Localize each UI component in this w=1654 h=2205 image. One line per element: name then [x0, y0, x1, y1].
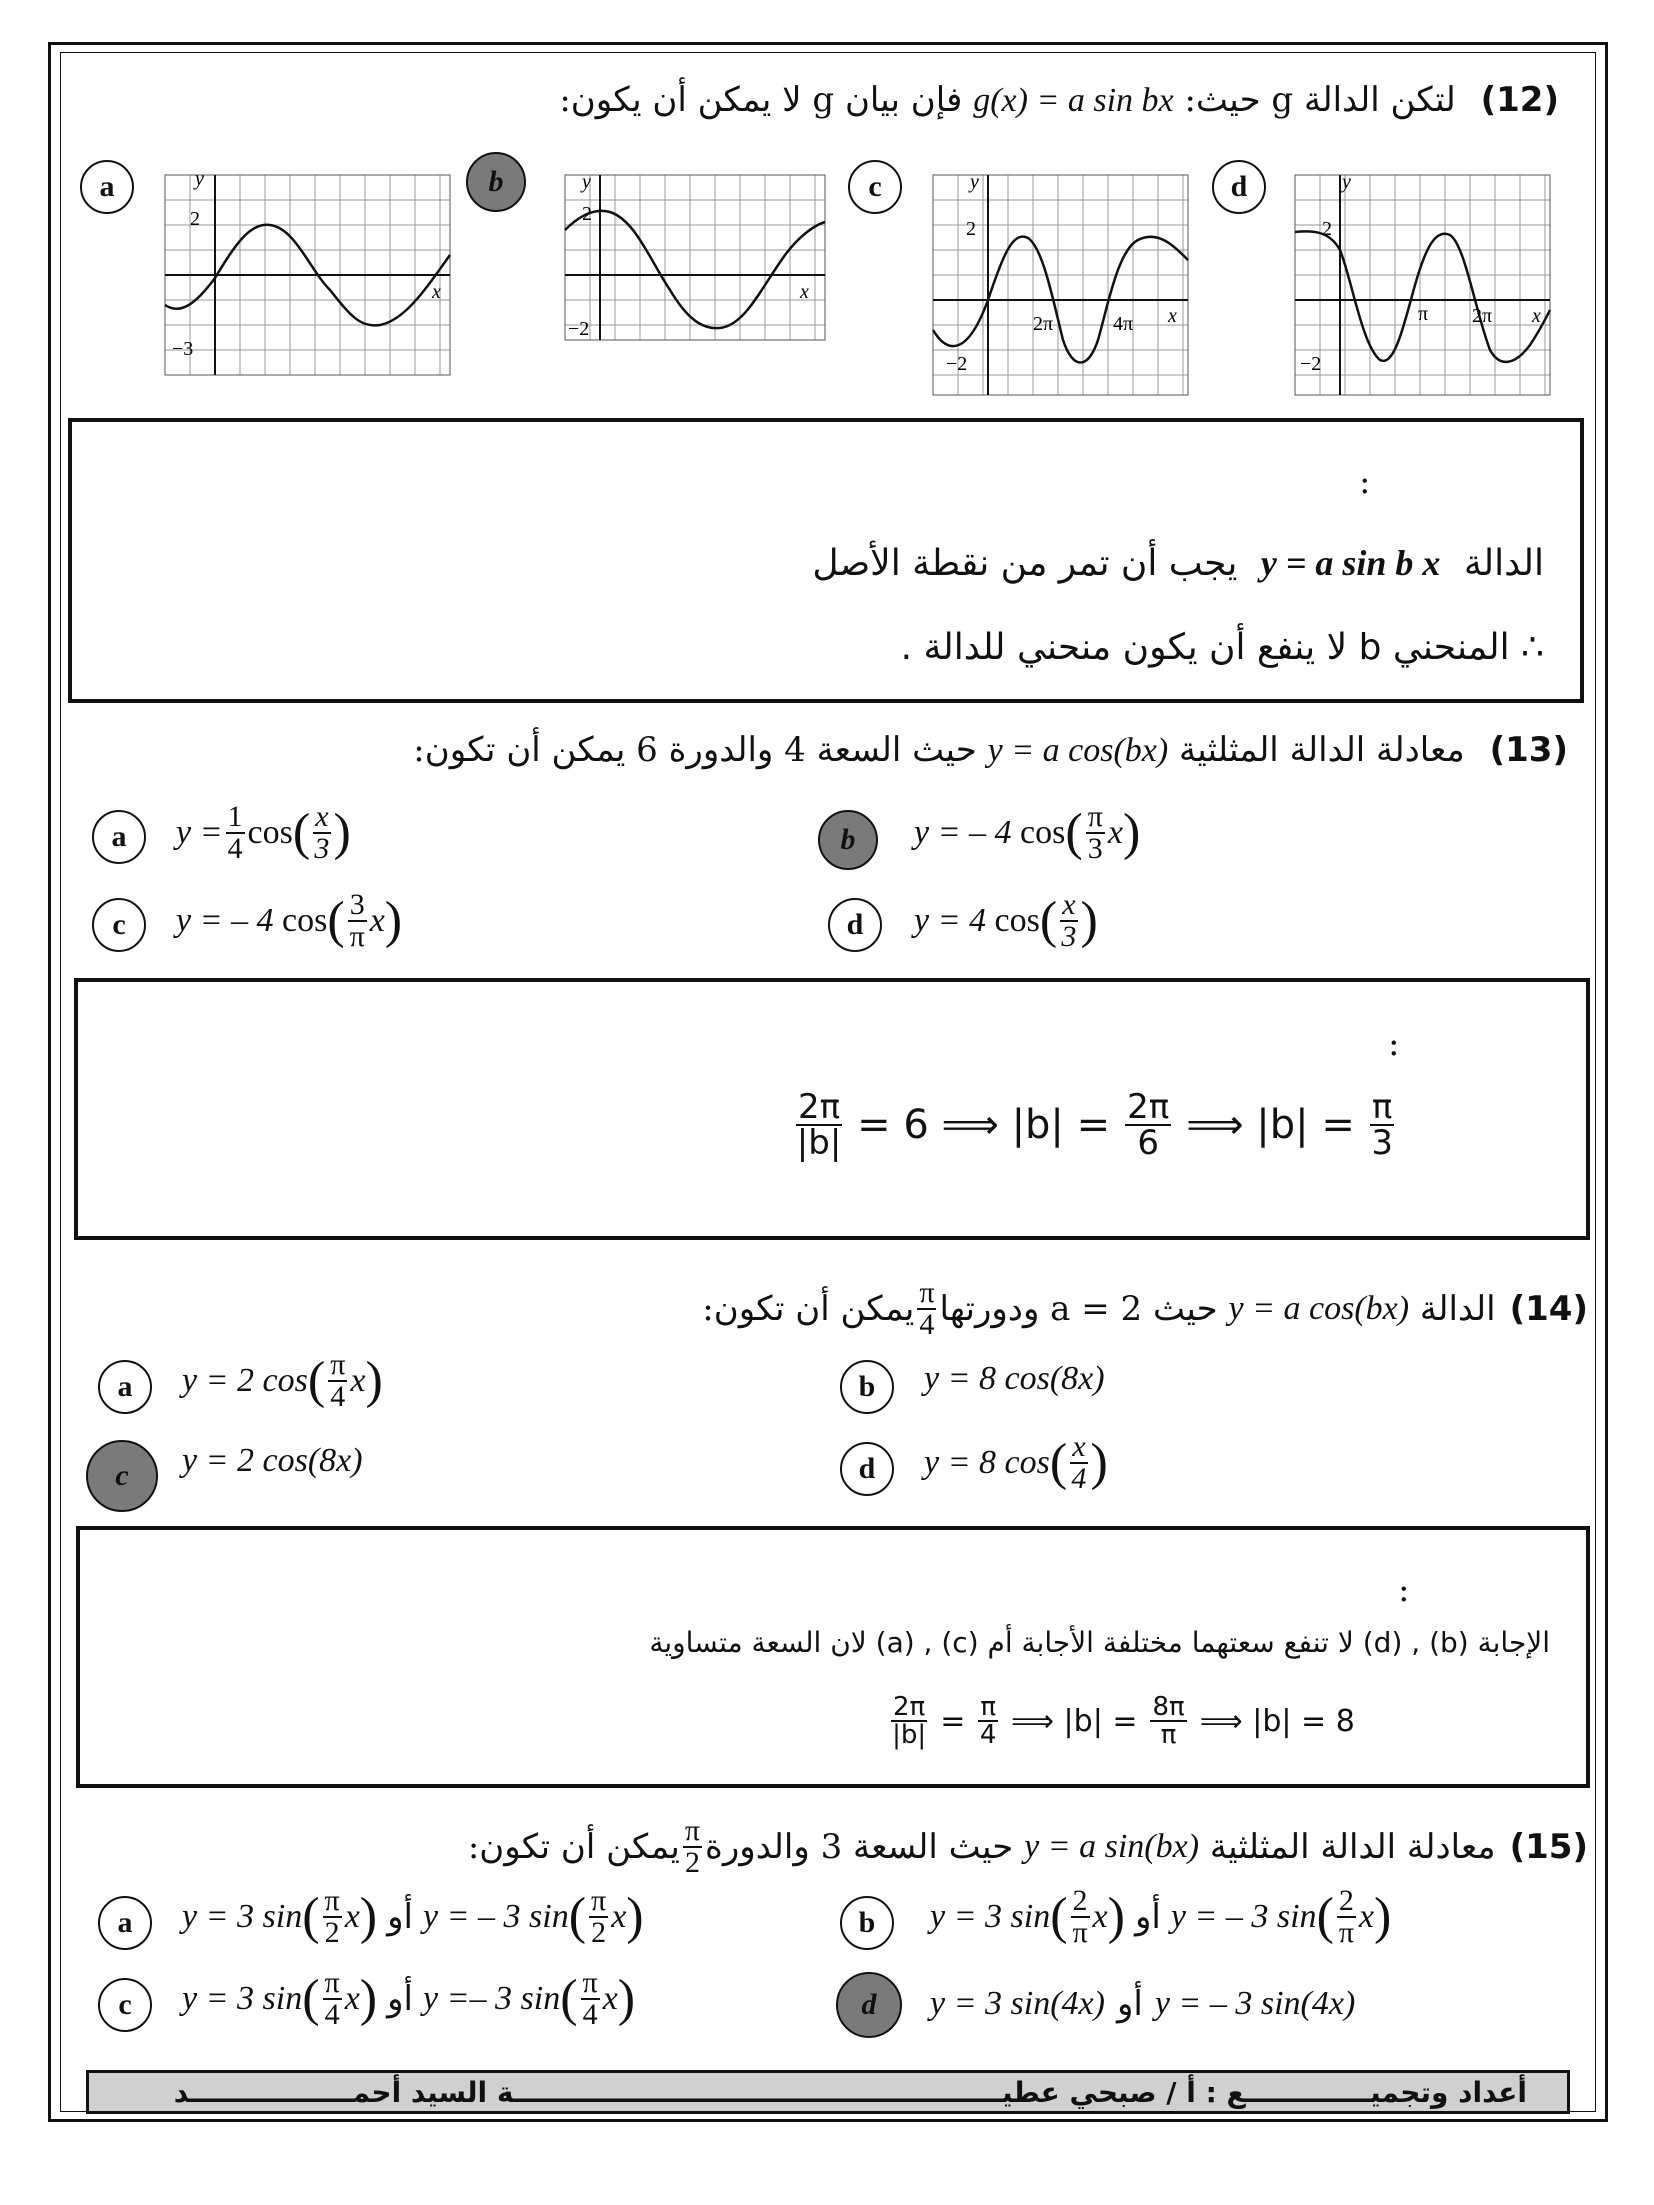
fraction — [1071, 1886, 1090, 1948]
frac-num: 2 — [1072, 1884, 1088, 1917]
expr-text: y = 8 cos(8x) — [924, 1360, 1105, 1397]
footer-credit — [86, 2070, 1570, 2114]
y-tick-label: −2 — [1300, 353, 1322, 375]
solution-colon: : — [1398, 1570, 1410, 1610]
fraction — [323, 1886, 342, 1948]
frac-num: 8π — [1152, 1692, 1185, 1722]
graph-option-a — [160, 170, 455, 380]
frac-den: |b| — [892, 1720, 927, 1750]
y-tick-label: −2 — [568, 318, 590, 340]
fraction — [683, 1816, 702, 1878]
fraction — [1070, 1432, 1087, 1494]
frac-den: 4 — [979, 1720, 997, 1750]
option-d-circle[interactable]: d — [828, 898, 882, 952]
solution-line-2: ∴ المنحني b لا ينفع أن يكون منحني للدالة . — [900, 627, 1544, 668]
x-axis-label: x — [800, 281, 809, 303]
y-tick-label: 2 — [582, 203, 592, 225]
equation-part: = — [940, 1703, 966, 1739]
fraction — [328, 1350, 347, 1412]
x-tick-label: 2π — [1472, 305, 1493, 327]
or-word: أو — [1134, 1897, 1161, 1937]
fraction — [978, 1694, 998, 1748]
question-13 — [413, 730, 1568, 770]
question-14 — [702, 1278, 1588, 1340]
fraction — [1337, 1886, 1356, 1948]
option-a-circle[interactable]: a — [92, 810, 146, 864]
x-axis-label: x — [1168, 305, 1177, 327]
frac-den: π — [1160, 1720, 1177, 1750]
question-text: حيث السعة 4 والدورة 6 يمكن أن تكون: — [413, 730, 977, 770]
frac-den: 4 — [582, 1998, 598, 2031]
frac-den: 4 — [227, 832, 243, 865]
question-number: (15) — [1509, 1827, 1588, 1867]
x-tick-label: π — [1418, 303, 1429, 325]
expr-text: y = – 3 sin — [423, 1898, 569, 1935]
frac-num: x — [1062, 888, 1076, 921]
frac-den: 4 — [330, 1380, 346, 1413]
frac-num: x — [1072, 1430, 1086, 1463]
fraction — [313, 802, 330, 864]
equation-part: ⟹ |b| = — [1186, 1102, 1355, 1148]
frac-num: π — [1087, 800, 1103, 833]
option-c-circle[interactable]: c — [848, 160, 902, 214]
equation-part: ⟹ |b| = 8 — [1199, 1703, 1355, 1739]
option-a-expression: y = $\frac{1}{4}$ cos ( $\frac{x}{3}$ ) — [176, 800, 351, 865]
x-tick-label: 2π — [1033, 313, 1054, 335]
frac-num: 2π — [798, 1087, 841, 1127]
frac-den: 4 — [1071, 1462, 1087, 1495]
question-number: (12) — [1480, 80, 1559, 120]
or-word: أو — [1116, 1984, 1143, 2024]
y-axis-label: y — [195, 170, 204, 190]
frac-den: |b| — [796, 1123, 842, 1163]
frac-num: 2π — [1127, 1087, 1170, 1127]
frac-num: x — [315, 800, 329, 833]
frac-num: π — [684, 1814, 701, 1847]
frac-den: 3 — [1087, 832, 1103, 865]
option-c-expression — [182, 1442, 363, 1480]
question-text: يمكن أن تكون: — [702, 1289, 915, 1329]
option-c-circle-selected[interactable]: c — [86, 1440, 158, 1512]
fraction — [891, 1694, 927, 1748]
question-formula: y = a sin(bx) — [1024, 1828, 1200, 1865]
option-c-expression: y = 3 sin ( $\frac{\pi}{4}$ x ) أو y =– 3 sin ( $\frac{\pi}{4}$ x ) — [182, 1966, 636, 2031]
fraction — [323, 1968, 342, 2030]
or-word: أو — [387, 1979, 413, 2019]
expr-text: y =– 3 sin — [423, 1980, 561, 2017]
expr-fn: cos — [994, 902, 1040, 939]
frac-num: π — [919, 1276, 935, 1309]
expr-text: y = 2 cos(8x) — [182, 1442, 363, 1479]
solution-text: يجب أن تمر من نقطة الأصل — [812, 543, 1238, 584]
fraction — [917, 1278, 936, 1340]
y-tick-label: −2 — [946, 353, 968, 375]
expr-lhs: y = — [176, 814, 223, 851]
option-a-expression: y = 2 cos ( $\frac{\pi}{4}$ x ) — [182, 1348, 383, 1413]
frac-num: π — [582, 1966, 598, 1999]
solution-box-13 — [74, 978, 1590, 1240]
solution-equation — [793, 1087, 1397, 1163]
expr-fn: cos — [282, 902, 328, 939]
question-text: يمكن أن تكون: — [467, 1827, 680, 1867]
fraction — [1125, 1087, 1171, 1163]
expr-text: y = – 3 sin(4x) — [1154, 1985, 1356, 2022]
question-12 — [559, 80, 1559, 120]
fraction — [1060, 890, 1077, 952]
fraction — [581, 1968, 600, 2030]
frac-num: 2 — [1338, 1884, 1354, 1917]
option-d-circle[interactable]: d — [840, 1442, 894, 1496]
frac-den: π — [1338, 1916, 1354, 1949]
expr-lhs: y = – 4 — [914, 814, 1012, 851]
question-text: فإن بيان g لا يمكن أن يكون: — [559, 80, 963, 120]
question-text: الدالة — [1419, 1289, 1496, 1329]
frac-num: 1 — [227, 800, 243, 833]
fraction — [1086, 802, 1105, 864]
question-15 — [468, 1816, 1588, 1878]
frac-den: 3 — [1061, 920, 1077, 953]
option-b-circle-selected[interactable]: b — [818, 810, 878, 870]
graph-option-c — [928, 170, 1193, 400]
frac-den: 4 — [324, 1998, 340, 2031]
frac-num: π — [1371, 1087, 1393, 1127]
option-a-circle[interactable]: a — [80, 160, 134, 214]
option-c-circle[interactable]: c — [98, 1978, 152, 2032]
option-a-expression: y = 3 sin ( $\frac{\pi}{2}$ x ) أو y = – 3 sin ( $\frac{\pi}{2}$ x ) — [182, 1884, 644, 1949]
expr-fn: cos — [247, 814, 293, 851]
solution-line-1: الإجابة (b) , (d) لا تنفع سعتهما مختلفة الأجابة أم (c) , (a) لان السعة متساوية — [649, 1626, 1550, 1659]
footer-text: أعداد وتجميـــــــــــــع : أ / صبحي عطيـــــــــــــــــــــــــــــــــــــــــــــــــــة السيد أحمـــــــــــــــــد — [173, 2075, 1527, 2109]
y-tick-label: 2 — [966, 218, 976, 240]
x-axis-label: x — [432, 281, 441, 303]
expr-text: y = – 3 sin — [1170, 1898, 1317, 1935]
y-axis-label: y — [582, 171, 591, 193]
y-axis-label: y — [1342, 171, 1351, 193]
option-d-circle-selected[interactable]: d — [836, 1972, 902, 2038]
frac-num: 2π — [893, 1692, 926, 1722]
question-text: معادلة الدالة المثلثية — [1209, 1827, 1496, 1867]
option-d-expression: y = 8 cos ( $\frac{x}{4}$ ) — [924, 1430, 1108, 1495]
question-text: حيث a = 2 ودورتها — [939, 1289, 1218, 1329]
fraction — [796, 1087, 842, 1163]
y-tick-label: 2 — [1322, 218, 1332, 240]
expr-text: y = 3 sin — [182, 1898, 303, 1935]
option-d-expression: y = 4 cos ( $\frac{x}{3}$ ) — [914, 888, 1098, 953]
option-d-circle[interactable]: d — [1212, 160, 1266, 214]
option-b-circle[interactable]: b — [840, 1896, 894, 1950]
frac-den: 6 — [1137, 1123, 1160, 1163]
frac-den: 3 — [314, 832, 330, 865]
equation-part: ⟹ |b| = — [1011, 1703, 1138, 1739]
frac-den: 2 — [684, 1846, 700, 1879]
graph-option-b — [560, 170, 830, 345]
solution-box-14 — [76, 1526, 1590, 1788]
option-b-circle-selected[interactable]: b — [466, 152, 526, 212]
fraction — [226, 802, 245, 864]
fraction — [348, 890, 367, 952]
frac-den: 3 — [1371, 1123, 1393, 1163]
solution-box-12 — [68, 418, 1584, 703]
solution-colon: : — [1359, 462, 1371, 502]
solution-line-1 — [812, 542, 1544, 584]
frac-den: π — [1072, 1916, 1088, 1949]
fraction — [589, 1886, 608, 1948]
option-d-expression — [930, 1984, 1355, 2024]
solution-text: الدالة — [1463, 543, 1544, 584]
frac-den: π — [349, 920, 365, 953]
frac-num: π — [330, 1348, 346, 1381]
solution-equation — [888, 1694, 1355, 1748]
expr-lhs: y = – 4 — [176, 902, 274, 939]
fraction — [1370, 1087, 1394, 1163]
expr-text: y = 3 sin(4x) — [930, 1985, 1105, 2022]
x-axis-label: x — [1532, 305, 1541, 327]
question-number: (14) — [1509, 1289, 1588, 1329]
question-text: لتكن الدالة g حيث: — [1184, 80, 1456, 120]
expr-tail: x — [1107, 814, 1123, 851]
frac-den: 2 — [591, 1916, 607, 1949]
frac-num: π — [324, 1966, 340, 1999]
y-tick-label: −3 — [172, 338, 194, 360]
frac-den: 2 — [324, 1916, 340, 1949]
expr-tail: x — [350, 1362, 366, 1399]
y-tick-label: 2 — [190, 208, 200, 230]
frac-num: 3 — [349, 888, 365, 921]
option-c-expression: y = – 4 cos ( $\frac{3}{\pi}$ x ) — [176, 888, 403, 953]
option-b-expression: y = 3 sin ( $\frac{2}{\pi}$ x ) أو y = – 3 sin ( $\frac{2}{\pi}$ x ) — [930, 1884, 1392, 1949]
question-number: (13) — [1489, 730, 1568, 770]
option-b-expression — [924, 1360, 1105, 1398]
expr-fn: cos — [1020, 814, 1066, 851]
expr-lhs: y = 4 — [914, 902, 987, 939]
solution-formula: y = a sin b x — [1260, 543, 1441, 583]
question-formula: g(x) = a sin bx — [973, 82, 1174, 119]
option-b-circle[interactable]: b — [840, 1360, 894, 1414]
question-text: حيث السعة 3 والدورة — [705, 1827, 1014, 1867]
option-b-expression: y = – 4 cos ( $\frac{\pi}{3}$ x ) — [914, 800, 1141, 865]
graph-option-d — [1290, 170, 1555, 400]
option-c-circle[interactable]: c — [92, 898, 146, 952]
frac-den: 4 — [919, 1308, 935, 1341]
option-a-circle[interactable]: a — [98, 1360, 152, 1414]
solution-colon: : — [1388, 1024, 1400, 1064]
frac-num: π — [980, 1692, 996, 1722]
expr-tail: x — [369, 902, 385, 939]
expr-text: y = 2 cos — [182, 1362, 308, 1399]
equation-part: = 6 ⟹ |b| = — [857, 1102, 1111, 1148]
question-formula: y = a cos(bx) — [1228, 1290, 1410, 1327]
x-tick-label: 4π — [1113, 313, 1134, 335]
fraction — [1150, 1694, 1186, 1748]
expr-text: y = 3 sin — [182, 1980, 303, 2017]
expr-text: y = 3 sin — [930, 1898, 1051, 1935]
y-axis-label: y — [970, 171, 979, 193]
frac-num: π — [591, 1884, 607, 1917]
question-formula: y = a cos(bx) — [987, 732, 1169, 769]
or-word: أو — [387, 1897, 413, 1937]
question-text: معادلة الدالة المثلثية — [1179, 730, 1465, 770]
frac-num: π — [324, 1884, 340, 1917]
expr-text: y = 8 cos — [924, 1444, 1050, 1481]
option-a-circle[interactable]: a — [98, 1896, 152, 1950]
